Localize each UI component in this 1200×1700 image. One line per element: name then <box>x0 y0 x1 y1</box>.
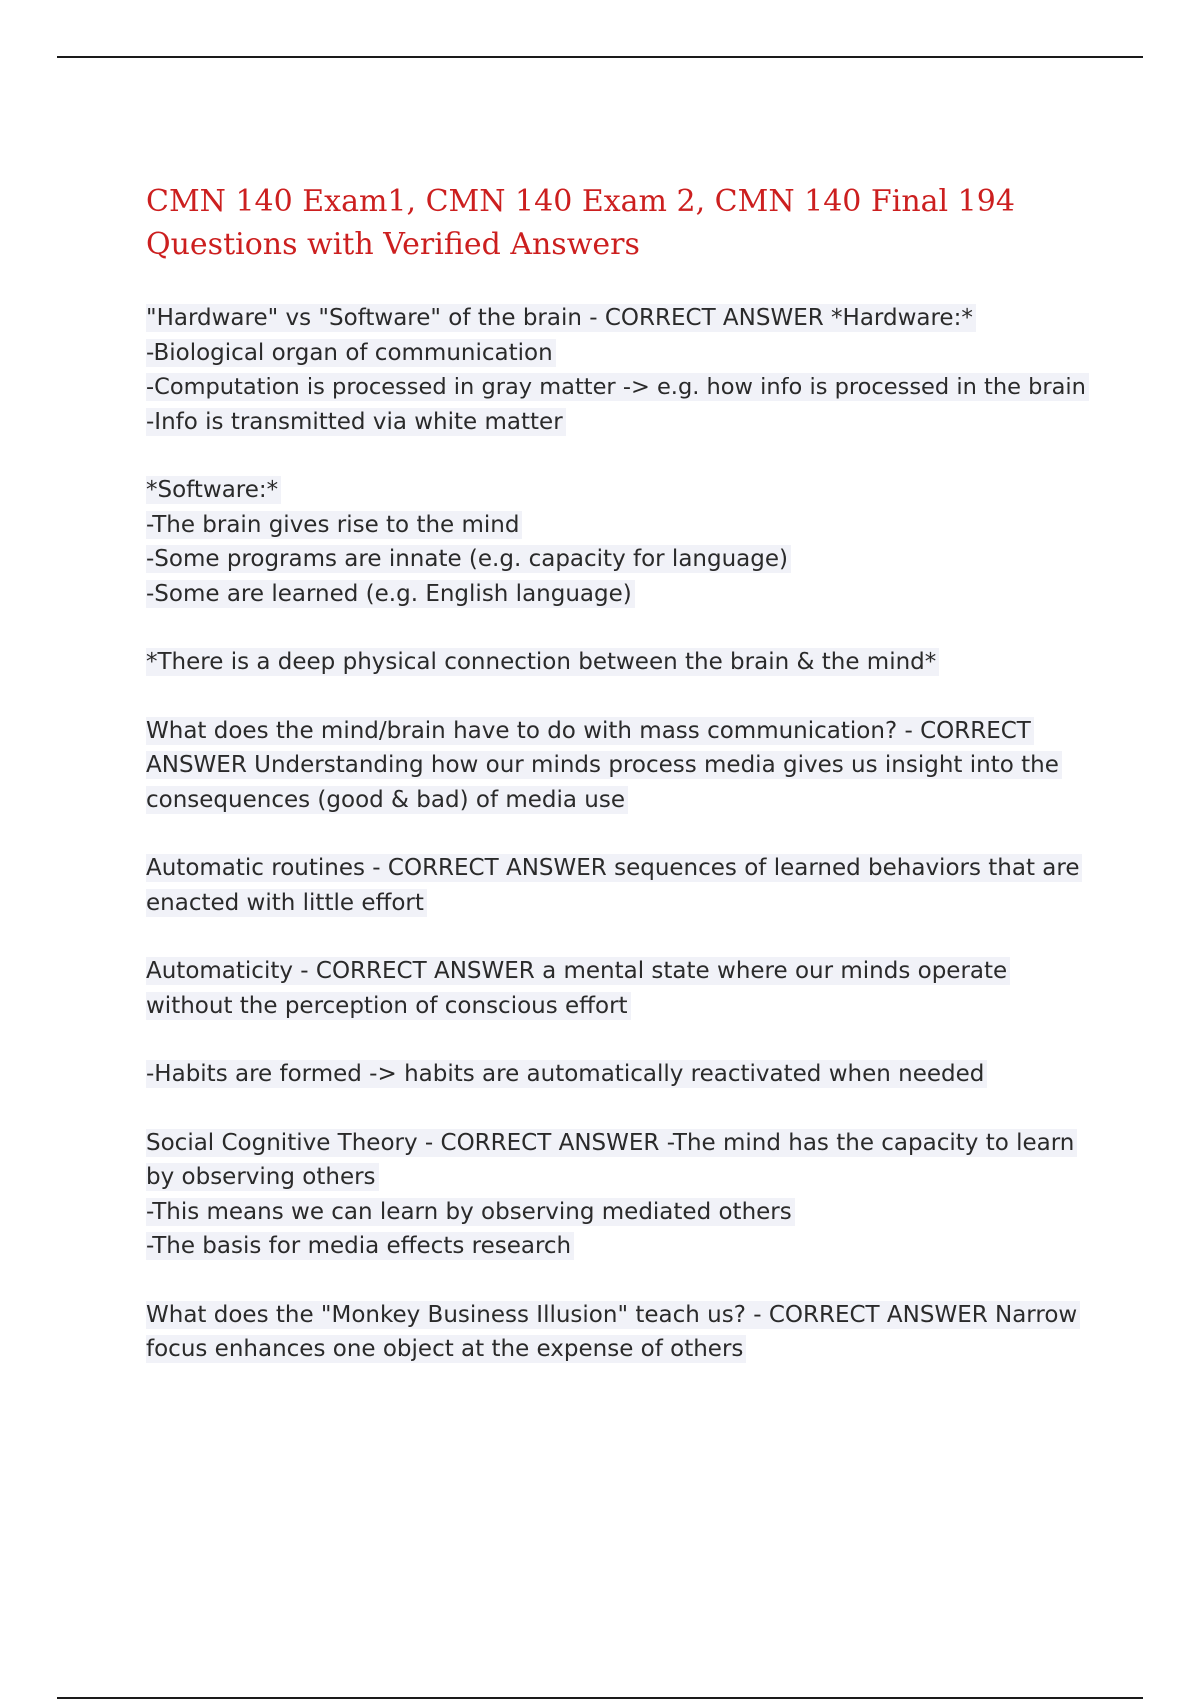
text-line: by observing others <box>146 1160 1106 1195</box>
text-line: -Info is transmitted via white matter <box>146 405 1106 440</box>
text-line: Automaticity - CORRECT ANSWER a mental state where our minds operate <box>146 954 1106 989</box>
qa-automatic-routines <box>146 851 1106 920</box>
text-line: -The basis for media effects research <box>146 1229 1106 1264</box>
text-line: focus enhances one object at the expense of others <box>146 1332 1106 1367</box>
qa-monkey-business-illusion <box>146 1298 1106 1367</box>
qa-brain-mind-note <box>146 645 1106 680</box>
text-line: without the perception of conscious effort <box>146 989 1106 1024</box>
text-line: ANSWER Understanding how our minds process media gives us insight into the <box>146 748 1106 783</box>
text-line: consequences (good & bad) of media use <box>146 783 1106 818</box>
qa-automaticity <box>146 954 1106 1023</box>
text-line: -Habits are formed -> habits are automatically reactivated when needed <box>146 1057 1106 1092</box>
qa-habits <box>146 1057 1106 1092</box>
text-line: -This means we can learn by observing mediated others <box>146 1195 1106 1230</box>
header-rule <box>57 56 1143 58</box>
title-line: CMN 140 Exam1, CMN 140 Exam 2, CMN 140 Final 194 <box>146 184 1015 219</box>
qa-hardware-software <box>146 301 1106 439</box>
text-line: *There is a deep physical connection between the brain & the mind* <box>146 645 1106 680</box>
qa-software <box>146 473 1106 611</box>
footer-rule <box>57 1697 1143 1699</box>
document-body <box>146 180 1106 1401</box>
text-line: *Software:* <box>146 473 1106 508</box>
text-line: -The brain gives rise to the mind <box>146 508 1106 543</box>
text-line: -Computation is processed in gray matter -> e.g. how info is processed in the brain <box>146 370 1106 405</box>
text-line: What does the mind/brain have to do with mass communication? - CORRECT <box>146 714 1106 749</box>
document-title <box>146 180 1106 266</box>
text-line: Automatic routines - CORRECT ANSWER sequences of learned behaviors that are <box>146 851 1106 886</box>
text-line: -Biological organ of communication <box>146 336 1106 371</box>
text-line: -Some programs are innate (e.g. capacity for language) <box>146 542 1106 577</box>
qa-mass-communication <box>146 714 1106 818</box>
text-line: What does the "Monkey Business Illusion" teach us? - CORRECT ANSWER Narrow <box>146 1298 1106 1333</box>
text-line: -Some are learned (e.g. English language) <box>146 577 1106 612</box>
text-line: enacted with little effort <box>146 886 1106 921</box>
text-line: Social Cognitive Theory - CORRECT ANSWER -The mind has the capacity to learn <box>146 1126 1106 1161</box>
title-line: Questions with Verified Answers <box>146 227 640 262</box>
qa-social-cognitive-theory <box>146 1126 1106 1264</box>
text-line: "Hardware" vs "Software" of the brain - CORRECT ANSWER *Hardware:* <box>146 301 1106 336</box>
